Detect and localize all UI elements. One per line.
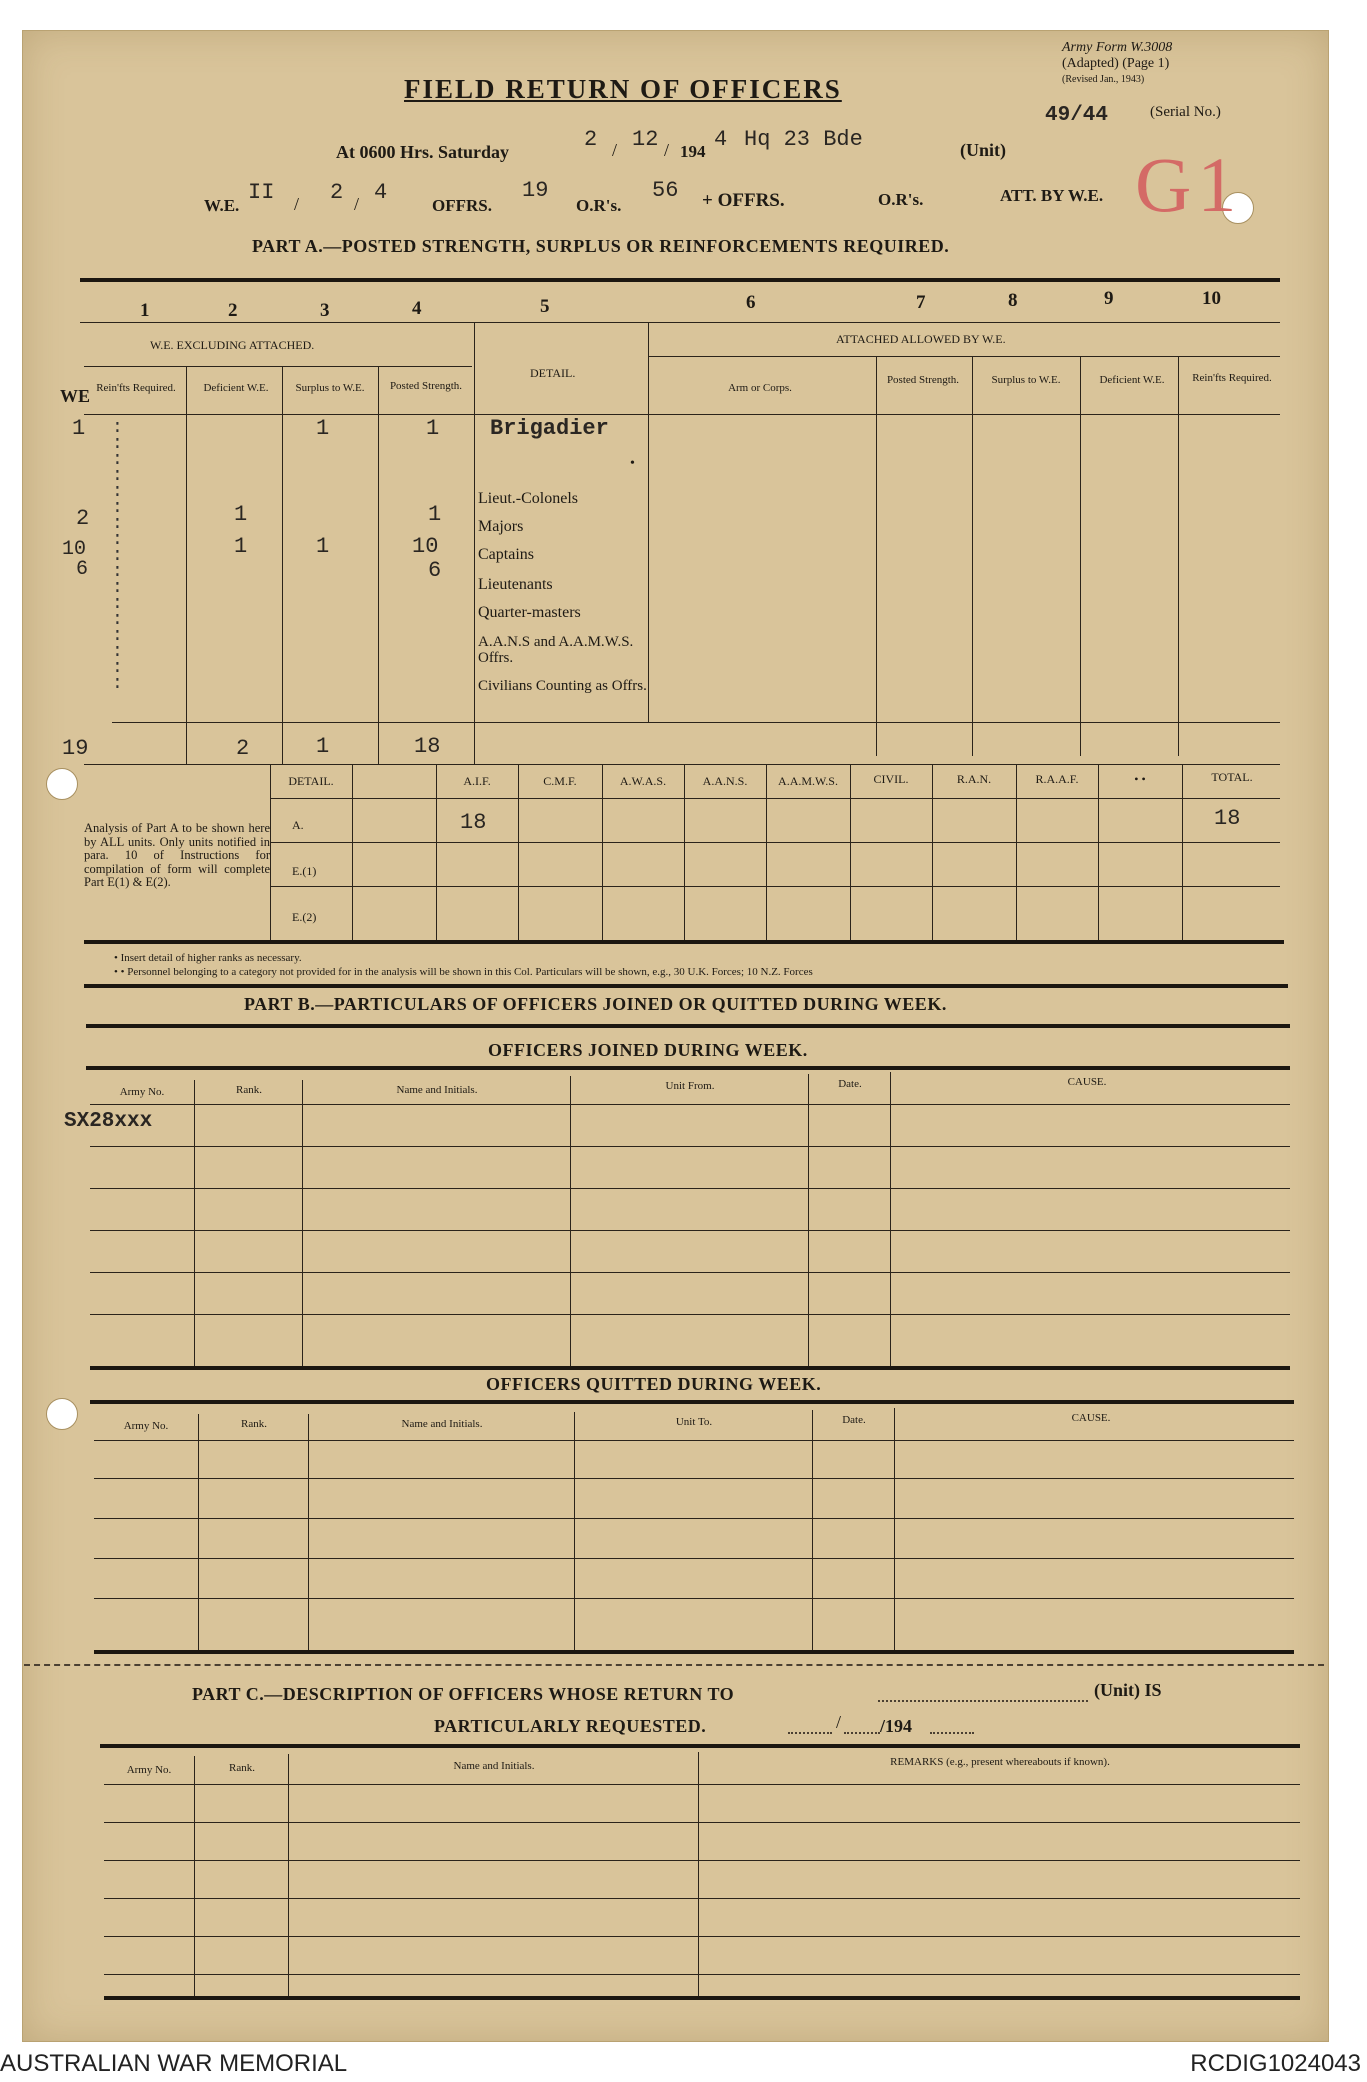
col-number: 2 (228, 300, 238, 321)
posted-header: Posted Strength. (389, 380, 463, 392)
row-surplus: 1 (316, 534, 330, 559)
footer-right: RCDIG1024043 (1190, 2050, 1361, 2077)
col-number: 4 (412, 298, 422, 319)
total-surplus: 1 (316, 734, 330, 759)
analysis-col-cmf: C.M.F. (543, 774, 577, 788)
analysis-col-total: TOTAL. (1211, 770, 1253, 784)
row-detail: Majors (478, 518, 524, 535)
col-number: 7 (916, 292, 926, 313)
row-surplus: 1 (316, 416, 330, 441)
we-label: W.E. (204, 196, 240, 215)
row-posted: 6 (428, 558, 442, 583)
analysis-aif-value: 18 (460, 810, 487, 835)
footnote-1: • Insert detail of higher ranks as necessary. (114, 952, 302, 964)
punch-hole (46, 1398, 78, 1430)
analysis-col-ran: R.A.N. (956, 772, 992, 786)
punch-hole (46, 768, 78, 800)
att-deficient-header: Deficient W.E. (1099, 374, 1165, 386)
att-reinf-header: Rein'fts Required. (1192, 372, 1272, 384)
date-year-prefix: 194 (680, 142, 706, 161)
analysis-note: Analysis of Part A to be shown here by ALL units. Only units notified in para. 10 of Instructions for compilation of form will complete Part E(1) & E(2). (84, 821, 270, 889)
serial-value: 49/44 (1045, 104, 1109, 127)
we-mark: WE (60, 386, 91, 406)
row-detail: Quarter-masters (478, 604, 581, 621)
ors-label: O.R's. (576, 196, 622, 215)
part-c-col-army-no: Army No. (126, 1764, 172, 1776)
row-detail: Brigadier (490, 416, 609, 441)
col-number: 6 (746, 292, 756, 313)
col-number: 1 (140, 300, 150, 321)
date-year-suffix: 4 (714, 127, 728, 152)
serial-label: (Serial No.) (1150, 104, 1221, 120)
row-posted: 10 (412, 534, 439, 559)
analysis-col-aif: A.I.F. (463, 774, 491, 788)
row-detail: Lieutenants (478, 576, 553, 593)
row-deficient: 1 (234, 502, 248, 527)
ors-label-2: O.R's. (878, 190, 924, 209)
analysis-row-a: A. (292, 818, 304, 832)
date-month: 12 (632, 127, 659, 152)
unit-value: Hq 23 Bde (744, 127, 863, 152)
part-c-col-rank: Rank. (229, 1762, 255, 1774)
surplus-header: Surplus to W.E. (295, 382, 365, 394)
form-sheet (22, 30, 1329, 2042)
part-c-col-remarks: REMARKS (e.g., present whereabouts if known). (890, 1756, 1110, 1768)
col-number: 8 (1008, 290, 1018, 311)
analysis-col-aans: A.A.N.S. (702, 774, 748, 788)
quitted-heading: OFFICERS QUITTED DURING WEEK. (486, 1374, 822, 1394)
joined-heading: OFFICERS JOINED DURING WEEK. (488, 1040, 808, 1060)
analysis-row-e1: E.(1) (292, 864, 317, 878)
col-number: 10 (1202, 288, 1221, 309)
form-revised: (Revised Jan., 1943) (1062, 74, 1145, 85)
we-part1: II (248, 180, 275, 205)
joined-col-rank: Rank. (236, 1084, 262, 1096)
offrs-value: 19 (522, 178, 549, 203)
part-b-heading: PART B.—PARTICULARS OF OFFICERS JOINED OR QUITTED DURING WEEK. (244, 994, 947, 1014)
quitted-col-rank: Rank. (241, 1418, 267, 1430)
deficient-header: Deficient W.E. (203, 382, 269, 394)
quitted-col-date: Date. (842, 1414, 866, 1426)
reinf-header: Rein'fts Required. (96, 382, 176, 394)
we-group-label: W.E. EXCLUDING ATTACHED. (150, 338, 315, 352)
quitted-col-cause: CAUSE. (1071, 1412, 1111, 1424)
form-number-block (1062, 40, 1172, 88)
total-we: 19 (62, 736, 89, 761)
form-number: Army Form W.3008 (1062, 40, 1173, 55)
analysis-col-civil: CIVIL. (873, 772, 909, 786)
joined-col-unit-from: Unit From. (665, 1080, 715, 1092)
joined-col-cause: CAUSE. (1067, 1076, 1107, 1088)
joined-army-no-entry: SX28xxx (64, 1110, 153, 1133)
col-number: 5 (540, 296, 550, 317)
analysis-col-other: • • (1134, 772, 1146, 786)
row-posted: 1 (426, 416, 440, 441)
row-deficient: 1 (234, 534, 248, 559)
analysis-col-awas: A.W.A.S. (619, 774, 667, 788)
total-deficient: 2 (236, 736, 250, 761)
joined-col-date: Date. (838, 1078, 862, 1090)
plus-offrs-label: + OFFRS. (702, 190, 785, 211)
at-label: At 0600 Hrs. Saturday (336, 142, 510, 162)
row-we: 10 (62, 538, 87, 561)
ors-value: 56 (652, 178, 679, 203)
row-detail: A.A.N.S and A.A.M.W.S. Offrs. (478, 634, 634, 666)
row-posted: 1 (428, 502, 442, 527)
we-part2: 2 (330, 180, 344, 205)
we-part3: 4 (374, 180, 388, 205)
analysis-col-raaf: R.A.A.F. (1035, 772, 1079, 786)
form-adapted: (Adapted) (Page 1) (1062, 56, 1170, 71)
att-by-we-label: ATT. BY W.E. (1000, 186, 1104, 205)
quitted-col-name: Name and Initials. (401, 1418, 483, 1430)
part-c-heading-2: PARTICULARLY REQUESTED. (434, 1716, 707, 1736)
date-day: 2 (584, 127, 598, 152)
part-c-heading-1: PART C.—DESCRIPTION OF OFFICERS WHOSE RETURN TO (192, 1684, 735, 1704)
row-we: 2 (76, 506, 90, 531)
footer-left: AUSTRALIAN WAR MEMORIAL (0, 2050, 348, 2077)
col-number: 3 (320, 300, 330, 321)
analysis-row-e2: E.(2) (292, 910, 317, 924)
footnote-2: • • Personnel belonging to a category not provided for in the analysis will be shown in this Col. Particulars will be shown, e.g., 30 U.K. Forces; 10 N.Z. Forces (114, 966, 813, 978)
row-detail: Lieut.-Colonels (478, 490, 578, 507)
row-we: 6 (76, 558, 89, 581)
part-a-heading: PART A.—POSTED STRENGTH, SURPLUS OR REINFORCEMENTS REQUIRED. (252, 236, 950, 256)
detail-header: DETAIL. (530, 366, 576, 380)
stamp-g1: G1 (1135, 141, 1243, 228)
form-title: FIELD RETURN OF OFFICERS (404, 74, 842, 104)
part-c-unit-label: (Unit) IS (1094, 1680, 1162, 1700)
att-posted-header: Posted Strength. (886, 374, 960, 386)
col-number: 9 (1104, 288, 1114, 309)
arm-header: Arm or Corps. (728, 382, 792, 394)
row-we: 1 (72, 416, 86, 441)
attached-group-label: ATTACHED ALLOWED BY W.E. (836, 332, 1006, 346)
analysis-total-value: 18 (1214, 806, 1241, 831)
joined-col-name: Name and Initials. (396, 1084, 478, 1096)
analysis-col-aamws: A.A.M.W.S. (778, 774, 838, 788)
unit-label: (Unit) (960, 140, 1006, 160)
part-c-date-blank: /194 (880, 1716, 913, 1736)
quitted-col-unit-to: Unit To. (675, 1416, 713, 1428)
analysis-col-detail: DETAIL. (288, 774, 334, 788)
row-detail: Captains (478, 546, 534, 563)
quitted-col-army-no: Army No. (123, 1420, 169, 1432)
offrs-label: OFFRS. (432, 196, 492, 215)
row-detail: Civilians Counting as Offrs. (478, 678, 647, 694)
joined-col-army-no: Army No. (119, 1086, 165, 1098)
total-posted: 18 (414, 734, 441, 759)
part-c-col-name: Name and Initials. (453, 1760, 535, 1772)
att-surplus-header: Surplus to W.E. (991, 374, 1061, 386)
